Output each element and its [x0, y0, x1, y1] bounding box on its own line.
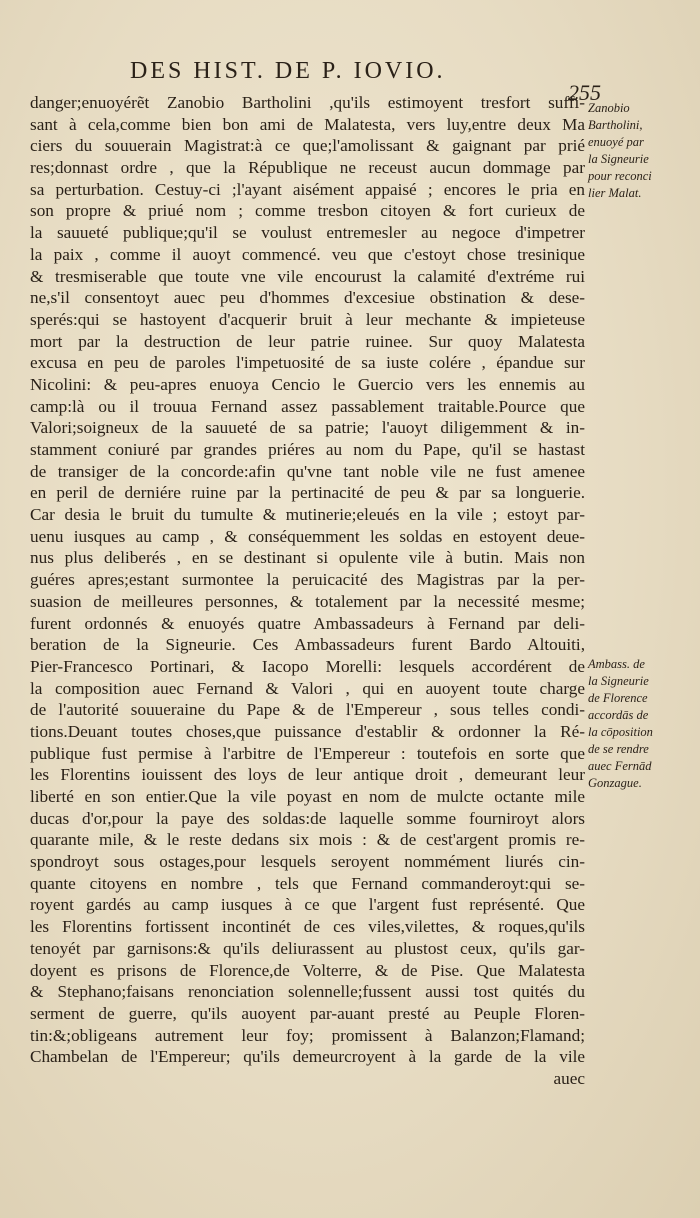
- page-number: 255: [568, 80, 601, 105]
- marginal-note-line: Zanobio: [588, 101, 630, 115]
- marginal-note-line: Bartholini,: [588, 118, 643, 132]
- text-line: & tresmiserable que toute vne vile encourust la calamité d'extréme rui: [30, 266, 585, 286]
- text-line: Valori;soigneux de la sauueté de sa patrie; l'auoyt diligemment & in-: [30, 418, 585, 438]
- text-line: danger;enuoyérẽt Zanobio Bartholini ,qu'ils estimoyent tresfort suffi-: [30, 93, 585, 112]
- text-line: uenu iusques au camp , & conséquemment les soldas en estoyent deue-: [30, 526, 585, 546]
- body-text: [30, 92, 585, 1090]
- text-line: en peril de derniére ruine par la pertinacité de peu & par sa longuerie.: [30, 483, 585, 503]
- text-line: les Florentins fortissent incontinét de ces viles,vilettes, & roques,qu'ils: [30, 917, 585, 937]
- marginal-note: [588, 100, 693, 202]
- text-line: de l'autorité souueraine du Pape & de l'Empereur , sous telles condi-: [30, 700, 585, 720]
- text-line: quarante mile, & le reste dedans six mois : & de cest'argent promis re-: [30, 830, 585, 850]
- text-line: de transiger de la concorde:afin qu'vne tant noble vile ne fust amenee: [30, 461, 585, 481]
- marginal-note-line: lier Malat.: [588, 186, 642, 200]
- marginal-note-line: la Signeurie: [588, 152, 649, 166]
- text-line: tin:&;obligeans autrement leur foy; promissent à Balanzon;Flamand;: [30, 1025, 585, 1045]
- text-line: la sauueté publique;qu'il se voulust entremesler au negoce d'impetrer: [30, 223, 585, 243]
- text-line: beration de la Signeurie. Ces Ambassadeurs furent Bardo Altouiti,: [30, 635, 585, 655]
- text-line: spondroyt sous ostages,pour lesquels seroyent nommément liurés cin-: [30, 852, 585, 872]
- text-line: serment de guerre, qu'ils auoyent par-auant presté au Peuple Floren-: [30, 1003, 585, 1023]
- text-line: son propre & priué nom ; comme tresbon citoyen & fort curieux de: [30, 201, 585, 221]
- text-line: Chambelan de l'Empereur; qu'ils demeurcroyent à la garde de la vile: [30, 1047, 585, 1067]
- running-title: DES HIST. DE P. IOVIO.: [130, 58, 446, 84]
- text-line: sant à cela,comme bien bon ami de Malatesta, vers luy,entre deux Ma: [30, 114, 585, 134]
- marginal-note-line: auec Fernād: [588, 759, 652, 773]
- text-line: quante citoyens en nombre , tels que Fernand commanderoyt:qui se-: [30, 873, 585, 893]
- marginal-note: [588, 656, 693, 792]
- text-line: stamment coniuré par grandes priéres au nom du Pape, qu'il se hastast: [30, 440, 585, 459]
- text-line: Pier-Francesco Portinari, & Iacopo Morelli: lesquels accordérent de: [30, 656, 585, 676]
- marginal-note-line: la cōposition: [588, 725, 653, 739]
- text-line: ne,s'il consentoyt auec peu d'hommes d'excesiue obstination & dese-: [30, 288, 585, 308]
- marginal-note-line: de se rendre: [588, 742, 649, 756]
- text-line: excusa en peu de paroles l'impetuosité de sa iuste colére , épandue sur: [30, 353, 585, 373]
- text-line: royent gardés au camp iusques à ce que l'argent fust représenté. Que: [30, 895, 585, 915]
- catchword: auec: [553, 1068, 585, 1088]
- text-line: doyent es prisons de Florence,de Volterre, & de Pise. Que Malatesta: [30, 960, 585, 980]
- text-line: res;donnast ordre , que la République ne receust aucun dommage par: [30, 158, 585, 178]
- text-line: Nicolini: & peu-apres enuoya Cencio le Guercio vers les ennemis au: [30, 374, 585, 394]
- marginal-note-line: la Signeurie: [588, 674, 649, 688]
- text-line: suasion de meilleures personnes, & totalement par la necessité mesme;: [30, 591, 585, 611]
- text-line: & Stephano;faisans renonciation solennelle;fussent aussi tost quités du: [30, 982, 585, 1002]
- text-line: tions.Deuant toutes choses,que puissance d'establir & ordonner la Ré-: [30, 721, 585, 741]
- text-line: camp:là ou il trouua Fernand assez passablement traitable.Pource que: [30, 396, 585, 416]
- text-line: mort par la destruction de leur patrie ruinee. Sur quoy Malatesta: [30, 331, 585, 351]
- text-line: la paix , comme il auoyt commencé. veu que c'estoyt chose tresinique: [30, 244, 585, 264]
- marginal-note-line: accordās de: [588, 708, 649, 722]
- marginal-note-line: de Florence: [588, 691, 648, 705]
- text-line: furent ordonnés & enuoyés quatre Ambassadeurs à Fernand par deli-: [30, 613, 585, 633]
- text-line: ciers du souuerain Magistrat:à ce que;l'amolissant & gaignant par prié: [30, 136, 585, 156]
- text-line: liberté en son entier.Que la vile poyast en nom de mulcte octante mile: [30, 787, 585, 806]
- text-line: publique fust permise à l'arbitre de l'Empereur : toutefois en sorte que: [30, 743, 585, 763]
- text-line: ducas d'or,pour la paye des soldas:de laquelle somme fourniroyt alors: [30, 808, 585, 828]
- marginal-note-line: Ambass. de: [588, 657, 645, 671]
- marginal-note-line: Gonzague.: [588, 776, 642, 790]
- marginal-note-line: pour reconci: [588, 169, 652, 183]
- text-line: Car desia le bruit du tumulte & mutinerie;eleués en la vile ; estoyt par-: [30, 505, 585, 525]
- text-line: guéres apres;estant surmontee la peruicacité des Magistras par la per-: [30, 570, 585, 590]
- text-line: la composition auec Fernand & Valori , qui en auoyent toute charge: [30, 678, 585, 698]
- text-line: les Florentins iouissent des loys de leur antique droit , demeurant leur: [30, 765, 585, 785]
- text-line: sperés:qui se hastoyent d'acquerir bruit à leur mechante & impieteuse: [30, 309, 585, 329]
- text-line: tenoyét par garnisons:& qu'ils deliurassent au plustost ceux, qu'ils gar-: [30, 938, 585, 958]
- text-line: nus plus deliberés , en se destinant si opulente vile à butin. Mais non: [30, 548, 585, 568]
- text-line: sa perturbation. Cestuy-ci ;l'ayant aisément appaisé ; encores le pria en: [30, 179, 585, 199]
- marginal-note-line: enuoyé par: [588, 135, 644, 149]
